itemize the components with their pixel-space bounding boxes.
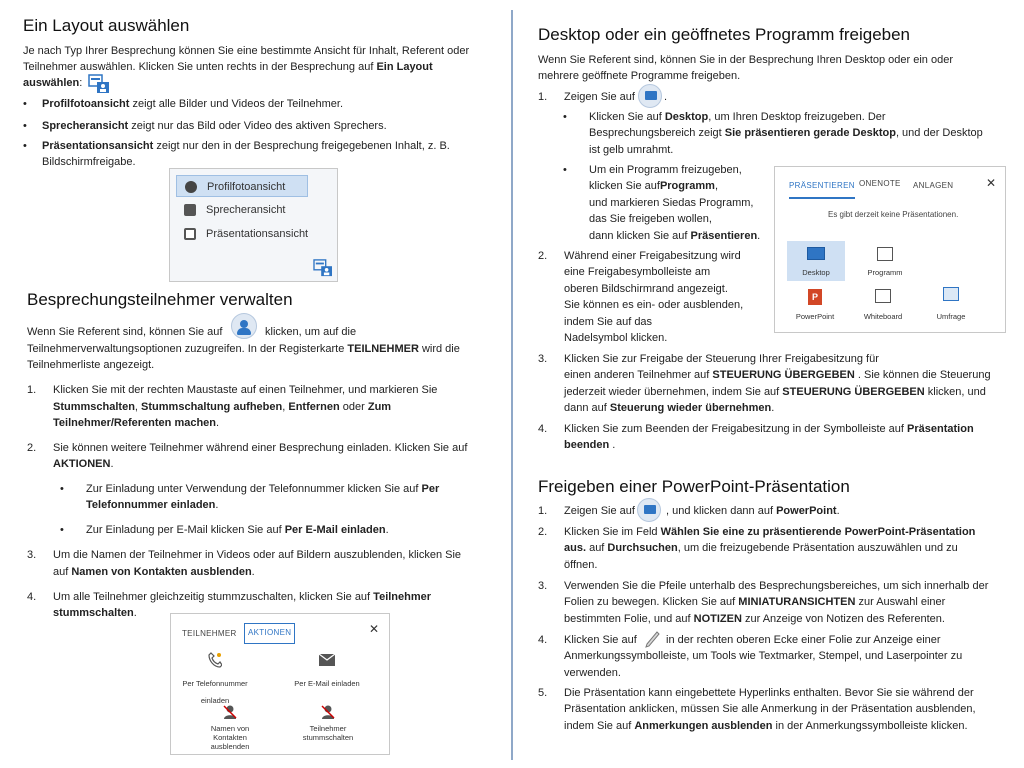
mute-icon: [320, 704, 336, 720]
layout-intro-line1: Je nach Typ Ihrer Besprechung können Sie eine bestimmte Ansicht für Inhalt, Referent oder: [23, 45, 470, 57]
present-panel: [774, 166, 1006, 333]
layout-icon: [88, 74, 110, 94]
tile-umfrage[interactable]: Umfrage: [921, 287, 981, 326]
no-presentations-message: Es gibt derzeit keine Präsentationen.: [828, 210, 959, 219]
tile-whiteboard[interactable]: Whiteboard: [853, 289, 913, 326]
desktop-intro-line2: mehrere geöffnete Programme freigeben.: [538, 70, 741, 82]
people-icon: [231, 313, 257, 339]
poll-icon: [943, 287, 959, 301]
tab-anlagen[interactable]: ANLAGEN: [913, 181, 954, 190]
section-title-layout: Ein Layout auswählen: [23, 16, 190, 35]
phone-icon: [208, 652, 222, 668]
menu-item-profilfotoansicht[interactable]: Profilfotoansicht: [176, 175, 308, 197]
teilnehmer-panel: [170, 613, 390, 755]
hide-names-icon: [222, 704, 238, 720]
tile-per-telefonnummer[interactable]: Per Telefonnummer einladen: [173, 652, 257, 709]
section-title-teilnehmer: Besprechungsteilnehmer verwalten: [27, 290, 293, 309]
close-icon[interactable]: ✕: [986, 176, 997, 190]
menu-item-sprecheransicht[interactable]: Sprecheransicht: [176, 199, 308, 221]
envelope-icon: [319, 654, 335, 666]
tile-desktop[interactable]: Desktop: [787, 241, 845, 281]
tile-powerpoint[interactable]: P PowerPoint: [785, 289, 845, 326]
tile-programm[interactable]: Programm: [855, 247, 915, 282]
tab-teilnehmer[interactable]: TEILNEHMER: [182, 629, 237, 638]
teilnehmer-intro-line1b: klicken, um auf die: [265, 326, 357, 338]
teilnehmer-intro-line3: Teilnehmerliste angezeigt.: [27, 359, 155, 371]
desktop-intro-line1: Wenn Sie Referent sind, können Sie in der Besprechung Ihren Desktop oder ein oder: [538, 54, 953, 66]
tab-onenote[interactable]: ONENOTE: [859, 179, 901, 188]
annotation-pen-icon: [643, 628, 661, 648]
monitor-present-icon: [638, 84, 662, 108]
column-divider: [511, 10, 513, 760]
tile-teilnehmer-stummschalten[interactable]: Teilnehmer stummschalten: [291, 704, 365, 742]
layout-menu-panel: [169, 168, 338, 282]
program-icon: [877, 247, 893, 261]
layout-intro-line3: auswählen:: [23, 77, 83, 89]
teilnehmer-intro-line2: Teilnehmerverwaltungsoptionen zuzugreifen. In der Registerkarte TEILNEHMER wird die: [27, 343, 460, 355]
section-title-desktop-freigeben: Desktop oder ein geöffnetes Programm freigeben: [538, 25, 911, 44]
tile-namen-ausblenden[interactable]: Namen von Kontakten ausblenden: [173, 704, 287, 751]
section-title-powerpoint: Freigeben einer PowerPoint-Präsentation: [538, 477, 850, 496]
layout-intro-line2: Teilnehmer auswählen. Klicken Sie unten rechts in der Besprechung auf Ein Layout: [23, 61, 433, 73]
menu-item-praesentationsansicht[interactable]: Präsentationsansicht: [176, 223, 308, 245]
whiteboard-icon: [875, 289, 891, 303]
monitor-present-icon: [637, 498, 661, 522]
teilnehmer-intro-line1a: Wenn Sie Referent sind, können Sie auf: [27, 326, 223, 338]
tile-per-email[interactable]: Per E-Mail einladen: [285, 652, 369, 693]
desktop-icon: [807, 247, 825, 260]
layout-icon-small[interactable]: [313, 259, 333, 283]
close-icon[interactable]: ✕: [369, 622, 380, 636]
tab-praesentieren[interactable]: PRÄSENTIEREN: [789, 178, 855, 199]
tab-aktionen[interactable]: AKTIONEN: [244, 623, 295, 644]
powerpoint-icon: P: [808, 289, 822, 305]
